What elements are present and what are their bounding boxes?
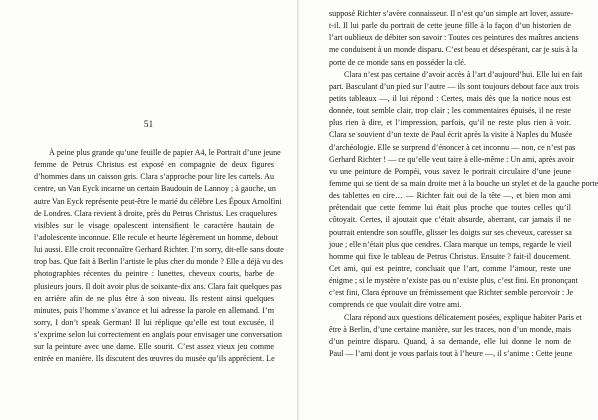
text-line: femme qui se tient de sa main droite met à la bouche un stylet et de la gauche porte: [329, 178, 598, 188]
page-number: 51: [143, 120, 154, 130]
text-line: entrée en manière. Ils discutent des œuvres du musée qu’ils apprécient. Le: [34, 354, 275, 364]
text-line: me conduisent à un monde disparu. C’est beau et désespérant, car je suis à la: [329, 45, 578, 55]
text-line: trop bas. Que fait à Berlin l’artiste le plus cher du monde ? Elle a déjà vu des: [34, 257, 284, 267]
text-line: d’hommes dans un caisson gris. Clara s’approche pour lire les cartels. Au: [34, 172, 274, 182]
text-line: énigme ; si le mystère n’existe pas ou n’existe plus, c’est fini. En prononçant: [329, 276, 578, 286]
text-line: part. Basculant d’un pied sur l’autre — ils sont toujours debout face aux trois: [329, 81, 579, 91]
text-line: visibles sur le visage opalescent intensifient le caractère hautain de: [34, 220, 274, 230]
left-body-text: [34, 147, 284, 366]
text-line: l’art oublieux de débiter son savoir : Toutes ces peintures des maîtres anciens: [329, 33, 579, 43]
text-line: en arrière afin de ne plus être à son niveau. Ils restent ainsi quelques: [34, 293, 274, 303]
right-body-text: [329, 8, 598, 360]
text-line: petits tableaux —, il lui répond : Certes, mais dès que la notice nous est: [329, 93, 571, 103]
text-line: comprends ce que voulait dire votre ami.: [329, 300, 462, 310]
text-line: s’exprime selon lui correctement en anglais pour envisager une conversation: [34, 330, 282, 340]
text-line: vu une peinture de Pompéi, vous savez le portrait circulaire d’une jeune: [329, 166, 571, 176]
text-line: Clara n’est pas certaine d’avoir accès à l’art d’aujourd’hui. Elle lui en fait: [344, 69, 583, 79]
text-line: autre Van Eyck représente peut-être le marié du célèbre Les Époux Arnolfini: [34, 196, 282, 206]
text-line: être à Berlin, d’une certaine manière, sur les traces, non d’un monde, mais: [329, 324, 571, 334]
text-line: prétendait que cette femme lui était plus proche que toutes celles qu’il: [329, 203, 571, 213]
text-line: centre, un Van Eyck incarne un certain Baudouin de Lannoy ; à gauche, un: [34, 184, 276, 194]
left-page: [0, 0, 297, 420]
text-line: femme de Petrus Christus est exposé en compagnie de deux figures: [34, 160, 274, 170]
text-line: Clara répond aux questions délicatement posées, explique habiter Paris et: [344, 312, 582, 322]
text-line: pourrait entendre son souffle, glisser les doigts sur ses cheveux, caresser sa: [329, 227, 572, 237]
text-line: Clara se souvient d’un texte de Paul écrit après la visite à Naples du Musée: [329, 130, 573, 140]
text-line: l’adolescente inconnue. Elle recule et heurte légèrement un homme, debout: [34, 232, 278, 242]
text-line: minutes, puis l’homme s’avance et lui adresse la parole en allemand. I’m: [34, 305, 274, 315]
right-page: [299, 0, 596, 420]
text-line: sur la peinture avec une dame. Elle sourit. C’est assez vieux jeu comme: [34, 342, 274, 352]
text-line: plusieurs jours. Il doit avoir plus de soixante-dix ans. Clara fait quelques pas: [34, 281, 282, 291]
text-line: côtoyait. Certes, il ajoutait que c’était absurde, aberrant, car jamais il ne: [329, 215, 571, 225]
text-line: donnée, tout semble clair, trop clair ; les commentaires épuisés, il ne reste: [329, 106, 571, 116]
text-line: plus rien à dire, et l’impression, parfois, qu’il ne reste plus rien à voir.: [329, 118, 571, 128]
text-line: porte de ce monde sans en posséder la clé.: [329, 57, 466, 67]
text-line: Gerhard Richter ! — ce qu’elle veut taire à elle-même : Un ami, après avoir: [329, 154, 575, 164]
text-line: joue ; elle n’était plus que cendres. Clara marque un temps, regarde le vieil: [329, 239, 572, 249]
text-line: de Londres. Clara revient à droite, près du Petrus Christus. Les craquelures: [34, 208, 277, 218]
text-line: t-il. Il lui parle du portrait de cette jeune fille à la façon d’un historien de: [329, 21, 571, 31]
text-line: À peine plus grande qu’une feuille de papier A4, le Portrait d’une jeune: [49, 148, 281, 157]
text-line: c’est fini, Clara éprouve un frémissement que Richter semble percevoir : Je: [329, 288, 574, 298]
text-line: d’un peintre disparu. Quand, à sa demande, elle lui donne le nom de: [329, 336, 571, 346]
text-line: d’archéologie. Elle se surprend d’énoncer à cet inconnu — non, ce n’est pas: [329, 142, 576, 152]
text-line: lui aussi. Elle croit reconnaître Gerhard Richter. I’m sorry, dit-elle sans doute: [34, 245, 284, 255]
text-line: homme qui fixe le tableau de Petrus Christus. Ensuite ? fait-il doucement.: [329, 251, 571, 261]
text-line: supposé Richter s’avère connaisseur. Il n’est qu’un simple art lover, assure-: [329, 9, 574, 18]
text-line: photographies récentes du peintre : lunettes, cheveux courts, barbe de: [34, 269, 274, 279]
text-line: Cet ami, qui est peintre, concluait que l’art, comme l’amour, reste une: [329, 263, 571, 273]
text-line: des tablettes en cire… — Richter fait oui de la tête —, et bien mon ami: [329, 191, 571, 201]
text-line: sorry, I don’t speak German! Il lui réplique qu’elle est tout excusée, il: [34, 317, 274, 327]
text-line: Paul — l’ami dont je vous parlais tout à l’heure —, il s’anime : Cette jeune: [329, 348, 573, 358]
